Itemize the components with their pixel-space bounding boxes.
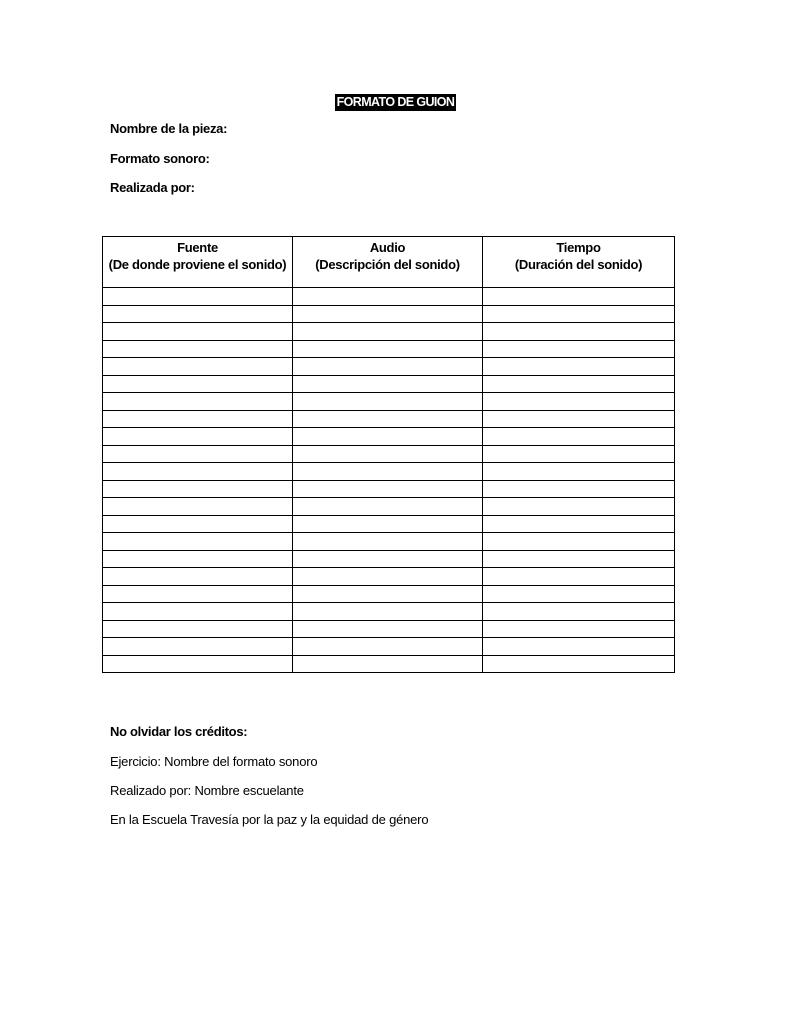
table-cell	[483, 375, 675, 393]
table-cell	[293, 428, 483, 446]
table-cell	[103, 305, 293, 323]
table-cell	[293, 603, 483, 621]
table-row	[103, 340, 675, 358]
header-time-title: Tiempo	[556, 240, 601, 255]
table-cell	[103, 340, 293, 358]
table-cell	[103, 620, 293, 638]
script-table-header-row	[103, 237, 675, 288]
table-row	[103, 305, 675, 323]
header-source-subtitle: (De donde proviene el sonido)	[108, 257, 287, 272]
table-cell	[293, 410, 483, 428]
document-title	[0, 93, 791, 111]
table-cell	[293, 568, 483, 586]
credit-line-school: En la Escuela Travesía por la paz y la equidad de género	[110, 812, 429, 827]
table-row	[103, 655, 675, 673]
table-cell	[293, 340, 483, 358]
table-cell	[103, 358, 293, 376]
table-cell	[483, 323, 675, 341]
table-cell	[103, 288, 293, 306]
table-cell	[103, 463, 293, 481]
credit-line-exercise: Ejercicio: Nombre del formato sonoro	[110, 754, 318, 769]
script-table	[102, 236, 675, 673]
credit-line-made-by: Realizado por: Nombre escuelante	[110, 783, 304, 798]
table-row	[103, 463, 675, 481]
table-cell	[293, 445, 483, 463]
table-cell	[293, 305, 483, 323]
table-cell	[293, 288, 483, 306]
table-cell	[483, 480, 675, 498]
table-cell	[483, 550, 675, 568]
table-cell	[103, 480, 293, 498]
table-cell	[483, 568, 675, 586]
table-cell	[293, 323, 483, 341]
table-cell	[483, 340, 675, 358]
header-audio	[293, 237, 483, 288]
table-cell	[483, 410, 675, 428]
piece-name-label: Nombre de la pieza:	[110, 121, 228, 136]
table-cell	[483, 603, 675, 621]
table-row	[103, 498, 675, 516]
table-cell	[103, 323, 293, 341]
table-row	[103, 550, 675, 568]
table-cell	[483, 428, 675, 446]
header-audio-subtitle: (Descripción del sonido)	[315, 257, 460, 272]
table-cell	[293, 620, 483, 638]
table-cell	[483, 463, 675, 481]
table-cell	[103, 550, 293, 568]
header-time	[483, 237, 675, 288]
table-cell	[103, 445, 293, 463]
table-row	[103, 533, 675, 551]
table-row	[103, 638, 675, 656]
sound-format-label: Formato sonoro:	[110, 151, 210, 166]
table-cell	[293, 393, 483, 411]
table-cell	[293, 585, 483, 603]
table-cell	[293, 463, 483, 481]
table-row	[103, 375, 675, 393]
table-cell	[293, 533, 483, 551]
table-cell	[483, 498, 675, 516]
table-cell	[293, 498, 483, 516]
table-cell	[483, 393, 675, 411]
table-cell	[103, 410, 293, 428]
table-cell	[103, 585, 293, 603]
table-cell	[483, 533, 675, 551]
credits-title: No olvidar los créditos:	[110, 724, 248, 739]
document-title-text: FORMATO DE GUION	[336, 95, 455, 109]
table-row	[103, 410, 675, 428]
table-cell	[293, 515, 483, 533]
header-source-title: Fuente	[177, 240, 218, 255]
header-audio-title: Audio	[369, 240, 406, 255]
table-row	[103, 515, 675, 533]
table-cell	[103, 428, 293, 446]
table-cell	[103, 568, 293, 586]
table-row	[103, 620, 675, 638]
table-cell	[293, 480, 483, 498]
table-row	[103, 445, 675, 463]
table-cell	[103, 375, 293, 393]
made-by-label: Realizada por:	[110, 180, 195, 195]
table-cell	[483, 445, 675, 463]
table-cell	[483, 305, 675, 323]
table-cell	[293, 550, 483, 568]
table-cell	[103, 655, 293, 673]
table-cell	[483, 288, 675, 306]
table-row	[103, 358, 675, 376]
table-row	[103, 603, 675, 621]
table-row	[103, 393, 675, 411]
table-row	[103, 480, 675, 498]
table-cell	[293, 655, 483, 673]
table-row	[103, 288, 675, 306]
table-cell	[293, 358, 483, 376]
table-row	[103, 568, 675, 586]
table-cell	[103, 515, 293, 533]
table-cell	[483, 585, 675, 603]
table-cell	[293, 638, 483, 656]
table-cell	[103, 393, 293, 411]
script-table-body	[103, 288, 675, 673]
table-cell	[483, 358, 675, 376]
table-cell	[103, 533, 293, 551]
header-time-subtitle: (Duración del sonido)	[514, 257, 643, 272]
table-row	[103, 585, 675, 603]
table-cell	[293, 375, 483, 393]
table-cell	[483, 620, 675, 638]
table-cell	[483, 515, 675, 533]
table-row	[103, 428, 675, 446]
table-cell	[103, 638, 293, 656]
table-row	[103, 323, 675, 341]
table-cell	[483, 638, 675, 656]
table-cell	[103, 498, 293, 516]
header-source	[103, 237, 293, 288]
table-cell	[103, 603, 293, 621]
table-cell	[483, 655, 675, 673]
